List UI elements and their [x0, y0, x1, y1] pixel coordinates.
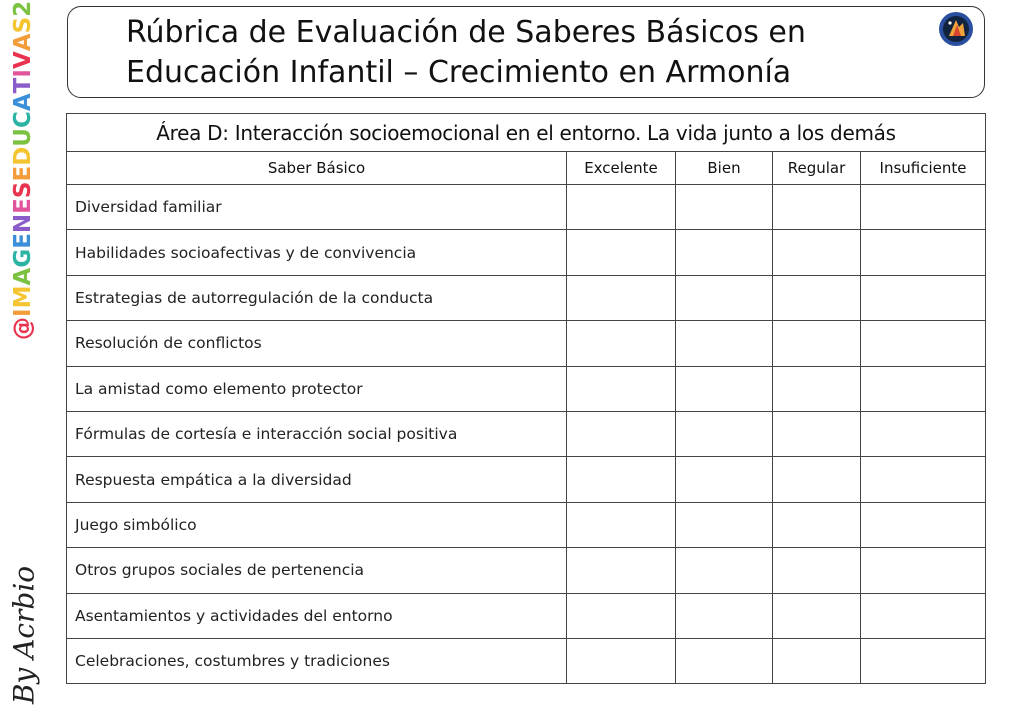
saber-basico-label: Asentamientos y actividades del entorno — [67, 593, 567, 638]
rating-cell-bien[interactable] — [676, 502, 773, 547]
column-header-excelente: Excelente — [567, 152, 676, 185]
title-line-1: Rúbrica de Evaluación de Saberes Básicos en — [126, 15, 806, 50]
watermark-text: @IMAGENESEDUCATIVAS2 — [10, 0, 36, 340]
rating-cell-bien[interactable] — [676, 230, 773, 275]
rating-cell-regular[interactable] — [773, 457, 861, 502]
rating-cell-insuficiente[interactable] — [861, 638, 986, 683]
rating-cell-insuficiente[interactable] — [861, 275, 986, 320]
rating-cell-insuficiente[interactable] — [861, 185, 986, 230]
rating-cell-bien[interactable] — [676, 321, 773, 366]
rating-cell-regular[interactable] — [773, 366, 861, 411]
table-row — [67, 638, 986, 683]
rating-cell-regular[interactable] — [773, 230, 861, 275]
saber-basico-label: Resolución de conflictos — [67, 321, 567, 366]
watermark — [6, 0, 40, 340]
table-row — [67, 275, 986, 320]
table-row — [67, 411, 986, 456]
table-row — [67, 457, 986, 502]
rating-cell-regular[interactable] — [773, 638, 861, 683]
column-header-row — [67, 152, 986, 185]
rating-cell-insuficiente[interactable] — [861, 593, 986, 638]
table-row — [67, 230, 986, 275]
table-row — [67, 185, 986, 230]
saber-basico-label: Diversidad familiar — [67, 185, 567, 230]
column-header-bien: Bien — [676, 152, 773, 185]
rating-cell-excelente[interactable] — [567, 321, 676, 366]
saber-basico-label: Habilidades socioafectivas y de convivencia — [67, 230, 567, 275]
rating-cell-bien[interactable] — [676, 457, 773, 502]
rating-cell-regular[interactable] — [773, 275, 861, 320]
rating-cell-regular[interactable] — [773, 502, 861, 547]
logo-badge-icon — [938, 11, 974, 47]
rating-cell-insuficiente[interactable] — [861, 366, 986, 411]
saber-basico-label: Celebraciones, costumbres y tradiciones — [67, 638, 567, 683]
rating-cell-excelente[interactable] — [567, 638, 676, 683]
rating-cell-bien[interactable] — [676, 638, 773, 683]
rating-cell-regular[interactable] — [773, 411, 861, 456]
title-box — [67, 6, 985, 98]
table-row — [67, 502, 986, 547]
rating-cell-bien[interactable] — [676, 275, 773, 320]
rating-cell-bien[interactable] — [676, 548, 773, 593]
rating-cell-insuficiente[interactable] — [861, 230, 986, 275]
saber-basico-label: Fórmulas de cortesía e interacción social positiva — [67, 411, 567, 456]
rating-cell-insuficiente[interactable] — [861, 548, 986, 593]
saber-basico-label: Estrategias de autorregulación de la conducta — [67, 275, 567, 320]
rating-cell-excelente[interactable] — [567, 502, 676, 547]
table-row — [67, 548, 986, 593]
rating-cell-insuficiente[interactable] — [861, 411, 986, 456]
rating-cell-bien[interactable] — [676, 185, 773, 230]
rating-cell-excelente[interactable] — [567, 548, 676, 593]
saber-basico-label: Otros grupos sociales de pertenencia — [67, 548, 567, 593]
column-header-regular: Regular — [773, 152, 861, 185]
rating-cell-regular[interactable] — [773, 185, 861, 230]
rating-cell-excelente[interactable] — [567, 275, 676, 320]
title-line-2: Educación Infantil – Crecimiento en Armonía — [126, 55, 792, 90]
rating-cell-excelente[interactable] — [567, 593, 676, 638]
rating-cell-regular[interactable] — [773, 321, 861, 366]
rating-cell-insuficiente[interactable] — [861, 457, 986, 502]
area-title: Área D: Interacción socioemocional en el entorno. La vida junto a los demás — [67, 114, 986, 152]
rating-cell-insuficiente[interactable] — [861, 502, 986, 547]
saber-basico-label: La amistad como elemento protector — [67, 366, 567, 411]
rating-cell-excelente[interactable] — [567, 411, 676, 456]
column-header-saber-basico: Saber Básico — [67, 152, 567, 185]
rating-cell-bien[interactable] — [676, 593, 773, 638]
rating-cell-bien[interactable] — [676, 411, 773, 456]
saber-basico-label: Respuesta empática a la diversidad — [67, 457, 567, 502]
signature-text: By Acrbio — [7, 565, 41, 705]
signature — [4, 560, 44, 710]
table-row — [67, 366, 986, 411]
table-row — [67, 321, 986, 366]
rating-cell-excelente[interactable] — [567, 366, 676, 411]
rating-cell-bien[interactable] — [676, 366, 773, 411]
rating-cell-insuficiente[interactable] — [861, 321, 986, 366]
column-header-insuficiente: Insuficiente — [861, 152, 986, 185]
rubric-body — [67, 185, 986, 684]
rating-cell-regular[interactable] — [773, 548, 861, 593]
rating-cell-excelente[interactable] — [567, 185, 676, 230]
rating-cell-excelente[interactable] — [567, 457, 676, 502]
rating-cell-regular[interactable] — [773, 593, 861, 638]
rating-cell-excelente[interactable] — [567, 230, 676, 275]
saber-basico-label: Juego simbólico — [67, 502, 567, 547]
table-row — [67, 593, 986, 638]
rubric-table — [66, 113, 986, 684]
